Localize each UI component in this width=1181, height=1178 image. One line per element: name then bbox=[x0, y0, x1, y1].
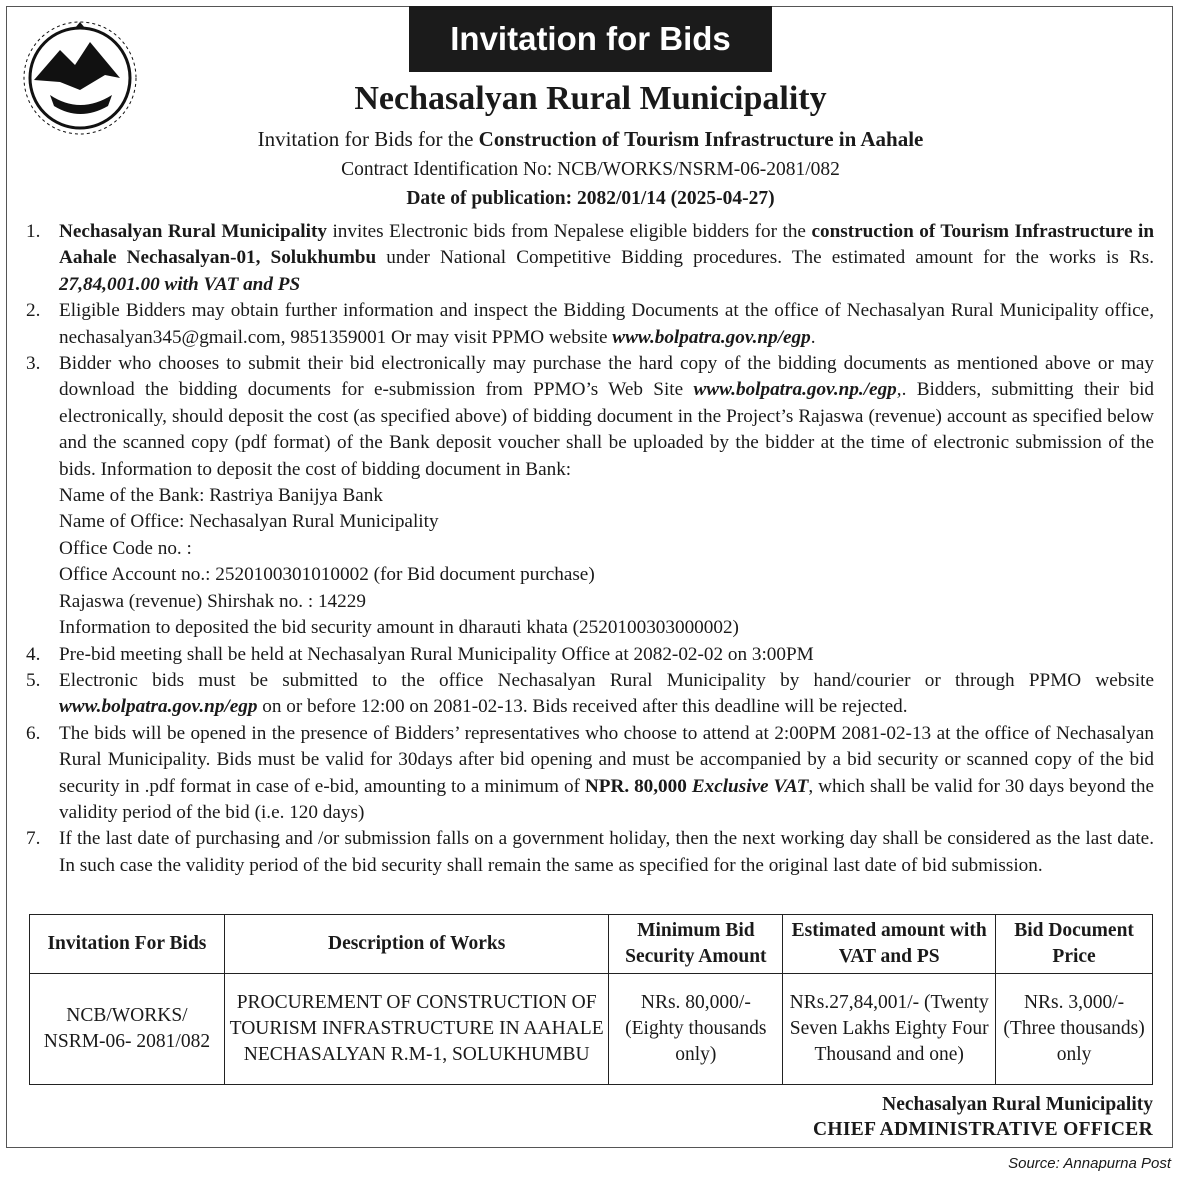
col-min-security: Minimum Bid Security Amount bbox=[609, 915, 783, 974]
banner-heading: Invitation for Bids bbox=[409, 6, 772, 72]
bank-info bbox=[26, 483, 1154, 641]
col-description: Description of Works bbox=[224, 915, 609, 974]
clause-text: ,. Bidders, submitting their bid electronically, should deposit the cost (as specified above) of bidding document in the Project’s Rajaswa (revenue) account as specified below and the scanned copy (pdf format) of the Bank deposit voucher shall be uploaded by the bidder at the time of electronic submission of the bids. Information to deposit the cost of bidding document in Bank: bbox=[59, 379, 1154, 480]
clause-7 bbox=[26, 826, 1154, 879]
clause-text: The bids will be opened in the presence of Bidders’ representatives who choose to attend at 2:00PM 2081-02-13 at the office of Nechasalyan Rural Municipality. Bids must be valid for 30days after bid opening and must be accompanied by a bid security or scanned copy of the bid security in .pdf format in case of e-bid, amounting to a minimum of bbox=[59, 722, 1154, 797]
clause-number: 7. bbox=[26, 828, 41, 850]
bank-name: Name of the Bank: Rastriya Banijya Bank bbox=[59, 485, 383, 507]
nepal-emblem-icon bbox=[20, 20, 140, 138]
notice-subtitle bbox=[0, 127, 1181, 152]
cell-description: PROCUREMENT OF CONSTRUCTION OF TOURISM INFRASTRUCTURE IN AAHALE NECHASALYAN R.M-1, SOLUKHUMBU bbox=[224, 974, 609, 1085]
cell-document-price: NRs. 3,000/- (Three thousands) only bbox=[996, 974, 1153, 1085]
clause-text: under National Competitive Bidding procedures. The estimated amount for the works is Rs. bbox=[376, 247, 1154, 269]
clause-6 bbox=[26, 721, 1154, 827]
clause-number: 5. bbox=[26, 669, 41, 691]
subtitle-prefix: Invitation for Bids for the bbox=[257, 127, 479, 151]
contract-id: Contract Identification No: NCB/WORKS/NSRM-06-2081/082 bbox=[341, 159, 840, 180]
clause-number: 1. bbox=[26, 221, 41, 242]
subtitle-project: Construction of Tourism Infrastructure in Aahale bbox=[478, 127, 924, 151]
clause-text: If the last date of purchasing and /or submission falls on a government holiday, then the next working day shall be considered as the last date. In such case the validity period of the bid security shall remain the same as specified for the original last date of bid submission. bbox=[59, 828, 1154, 876]
clause-text: Electronic bids must be submitted to the office Nechasalyan Rural Municipality by hand/courier or through PPMO website bbox=[59, 669, 1154, 691]
cell-invitation: NCB/WORKS/ NSRM-06- 2081/082 bbox=[30, 974, 225, 1085]
clause-text: on or before 12:00 on 2081-02-13. Bids received after this deadline will be rejected. bbox=[257, 696, 908, 718]
table-row bbox=[30, 974, 1153, 1085]
clause-number: 6. bbox=[26, 722, 41, 744]
clause-4 bbox=[26, 642, 1154, 668]
ppmo-website-link[interactable]: www.bolpatra.gov.np/egp bbox=[612, 326, 811, 348]
col-invitation: Invitation For Bids bbox=[30, 915, 225, 974]
rajaswa-shirshak: Rajaswa (revenue) Shirshak no. : 14229 bbox=[59, 590, 366, 612]
estimated-amount: 27,84,001.00 with VAT and PS bbox=[59, 273, 301, 295]
clause-1 bbox=[26, 219, 1154, 298]
clause-text: construction of Tourism Infrastructure in Aahale Nechasalyan-01, Solukhumbu bbox=[59, 221, 1154, 269]
office-name: Name of Office: Nechasalyan Rural Municipality bbox=[59, 511, 439, 533]
clause-text: Pre-bid meeting shall be held at Nechasalyan Rural Municipality Office at 2082-02-02 on 3:00PM bbox=[59, 643, 814, 665]
page-title: Nechasalyan Rural Municipality bbox=[354, 80, 827, 117]
signer-organization: Nechasalyan Rural Municipality bbox=[882, 1094, 1153, 1115]
col-document-price: Bid Document Price bbox=[996, 915, 1153, 974]
clause-number: 2. bbox=[26, 300, 41, 322]
clause-text: invites Electronic bids from Nepalese eligible bidders for the bbox=[326, 221, 812, 242]
table-header-row bbox=[30, 915, 1153, 974]
office-code: Office Code no. : bbox=[59, 537, 192, 559]
cell-estimated-amount: NRs.27,84,001/- (Twenty Seven Lakhs Eighty Four Thousand and one) bbox=[783, 974, 996, 1085]
bid-table bbox=[29, 914, 1153, 1085]
signer-title: CHIEF ADMINISTRATIVE OFFICER bbox=[813, 1119, 1153, 1140]
cell-min-security: NRs. 80,000/- (Eighty thousands only) bbox=[609, 974, 783, 1085]
publication-date: Date of publication: 2082/01/14 (2025-04-27) bbox=[406, 188, 775, 209]
clause-5 bbox=[26, 668, 1154, 721]
clause-number: 3. bbox=[26, 353, 41, 375]
clause-text: Exclusive VAT bbox=[691, 775, 809, 797]
ppmo-website-link[interactable]: www.bolpatra.gov.np/egp bbox=[59, 696, 258, 718]
clause-text: . bbox=[810, 326, 816, 348]
clause-list bbox=[26, 219, 1154, 879]
clause-number: 4. bbox=[26, 643, 41, 665]
clause-text: NPR. 80,000 bbox=[584, 775, 692, 797]
clause-3 bbox=[26, 351, 1154, 483]
ppmo-website-link[interactable]: www.bolpatra.gov.np./egp bbox=[693, 379, 897, 401]
source-credit: Source: Annapurna Post bbox=[1008, 1155, 1171, 1172]
clause-text: Nechasalyan Rural Municipality bbox=[59, 221, 327, 242]
clause-2 bbox=[26, 298, 1154, 351]
bid-security-account: Information to deposited the bid security amount in dharauti khata (2520100303000002) bbox=[59, 617, 739, 639]
clause-text: , which shall be valid for 30 days beyond the validity period of the bid (i.e. 120 days) bbox=[59, 775, 1155, 823]
clause-text: Bidder who chooses to submit their bid electronically may purchase the hard copy of the bidding documents as mentioned above or may download the bidding documents for e-submission from PPMO’s Web Site bbox=[59, 353, 1154, 401]
office-account: Office Account no.: 2520100301010002 (for Bid document purchase) bbox=[59, 564, 595, 586]
clause-text: Eligible Bidders may obtain further information and inspect the Bidding Documents at the office of Nechasalyan Rural Municipality office, nechasalyan345@gmail.com, 9851359001 Or may visit PPMO website bbox=[59, 300, 1154, 348]
col-estimated-amount: Estimated amount with VAT and PS bbox=[783, 915, 996, 974]
